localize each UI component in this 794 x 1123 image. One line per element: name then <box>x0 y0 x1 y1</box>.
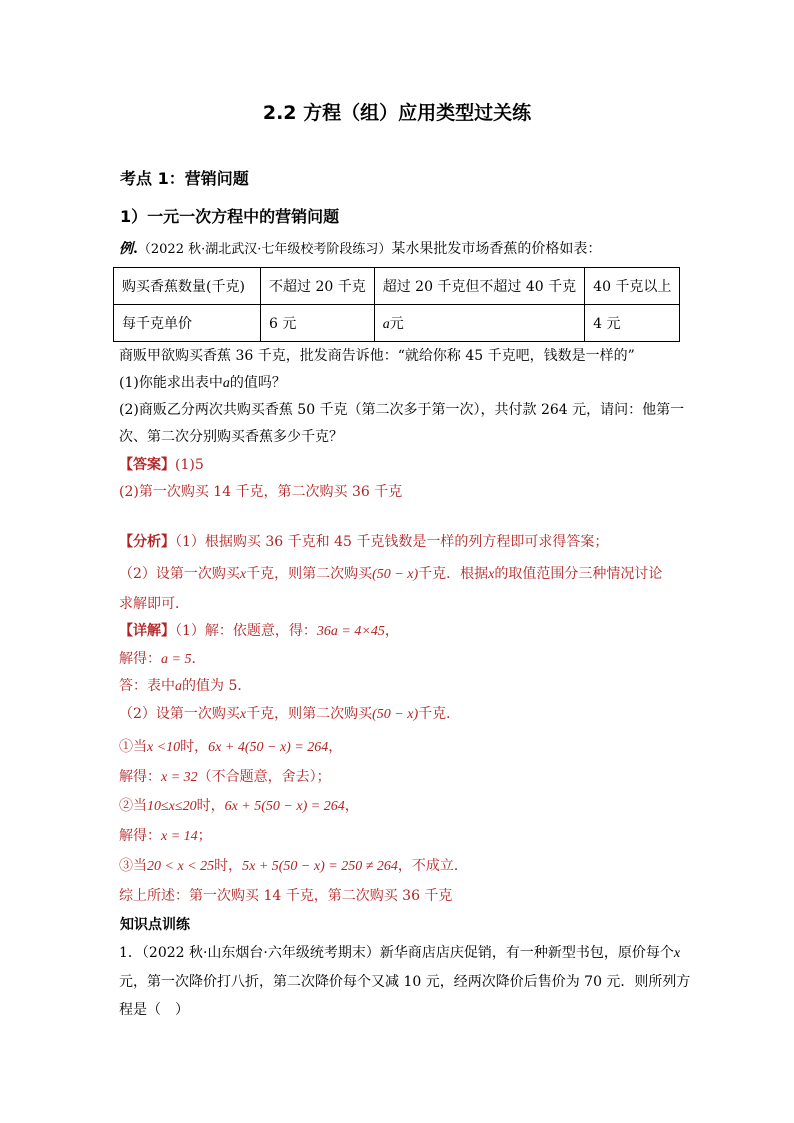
detail-line-4: （2）设第一次购买x千克，则第二次购买(50 − x)千克． <box>119 706 461 722</box>
subsection-heading: 1）一元一次方程中的营销问题 <box>120 207 340 226</box>
section-heading: 考点 1：营销问题 <box>120 169 249 188</box>
table-cell: 4 元 <box>585 305 680 342</box>
example-source: （2022 秋·湖北武汉·七年级校考阶段练习） <box>137 242 392 257</box>
detail-tag: 【详解】 <box>119 623 175 639</box>
analysis-line-3: 求解即可． <box>119 596 189 612</box>
problem-1-line-1: 1．（2022 秋·山东烟台·六年级统考期末）新华商店店庆促销，有一种新型书包，原价每个x <box>119 945 681 961</box>
table-cell: 40 千克以上 <box>585 268 680 305</box>
answer-tag: 【答案】 <box>119 457 175 473</box>
question-2-line-2: 次、第二次分别购买香蕉多少千克？ <box>119 429 343 445</box>
example-label: 例 <box>119 242 133 257</box>
page-title: 2.2 方程（组）应用类型过关练 <box>262 102 532 124</box>
price-table <box>113 267 680 342</box>
case-1: ①当x <10时，6x + 4(50 − x) = 264， <box>119 739 343 755</box>
analysis-line-1: 【分析】（1）根据购买 36 千克和 45 千克钱数是一样的列方程即可求得答案； <box>119 534 609 550</box>
detail-line-3: 答：表中a的值为 5． <box>119 678 252 694</box>
table-row <box>114 268 680 305</box>
analysis-tag: 【分析】 <box>119 534 175 550</box>
detail-line-1: 【详解】（1）解：依题意，得：36a = 4×45， <box>119 623 399 639</box>
analysis-line-2: （2）设第一次购买x千克，则第二次购买(50 − x)千克．根据x的取值范围分三种情况讨论 <box>119 566 663 582</box>
table-cell: 6 元 <box>261 305 375 342</box>
question-1: (1)你能求出表中a的值吗？ <box>119 375 286 391</box>
detail-line-2: 解得：a = 5． <box>119 651 206 667</box>
case-3: ③当20 < x < 25时，5x + 5(50 − x) = 250 ≠ 264，不成立． <box>119 858 468 874</box>
table-cell: a元 <box>374 305 584 342</box>
table-row <box>114 305 680 342</box>
example-text: 某水果批发市场香蕉的价格如表： <box>391 241 602 257</box>
question-intro: 商贩甲欲购买香蕉 36 千克，批发商告诉他：“就给你称 45 千克吧，钱数是一样的” <box>119 348 635 364</box>
question-2-line-1: (2)商贩乙分两次共购买香蕉 50 千克（第二次多于第一次），共付款 264 元，请问：他第一 <box>119 402 685 418</box>
table-cell: 不超过 20 千克 <box>261 268 375 305</box>
solution-1: 解得：x = 32（不合题意，舍去）； <box>119 769 331 785</box>
table-cell: 超过 20 千克但不超过 40 千克 <box>374 268 584 305</box>
example-line: 例.（2022 秋·湖北武汉·七年级校考阶段练习）某水果批发市场香蕉的价格如表： <box>119 241 602 257</box>
answer-line-1: 【答案】(1)5 <box>119 457 204 473</box>
problem-1-line-3: 程是（ ） <box>119 1002 189 1018</box>
solution-2: 解得：x = 14； <box>119 828 212 844</box>
training-heading: 知识点训练 <box>120 917 190 933</box>
problem-1-line-2: 元，第一次降价打八折，第二次降价每个又减 10 元，经两次降价后售价为 70 元．则所列方 <box>119 974 691 990</box>
case-2: ②当10≤x≤20时，6x + 5(50 − x) = 264， <box>119 798 359 814</box>
summary-line: 综上所述：第一次购买 14 千克，第二次购买 36 千克 <box>119 888 453 904</box>
answer-line-2: (2)第一次购买 14 千克，第二次购买 36 千克 <box>119 484 403 500</box>
table-cell: 购买香蕉数量(千克) <box>114 268 261 305</box>
table-cell: 每千克单价 <box>114 305 261 342</box>
